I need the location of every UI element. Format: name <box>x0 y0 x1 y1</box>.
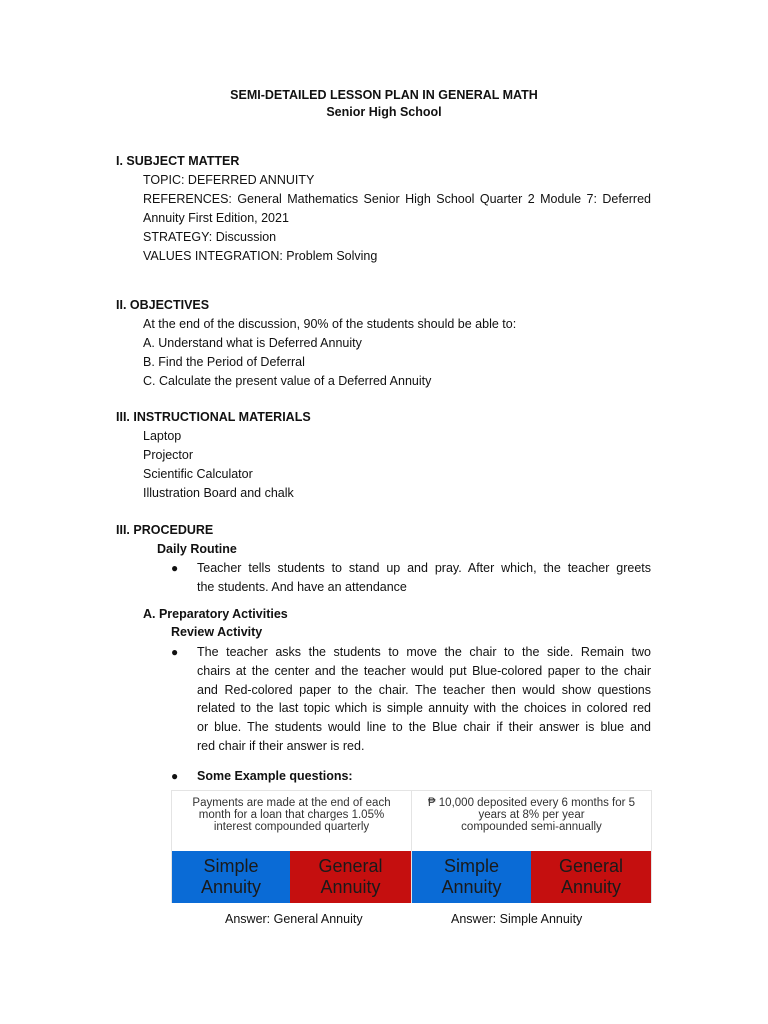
references-line-2: Annuity First Edition, 2021 <box>143 211 289 225</box>
material-item: Scientific Calculator <box>143 467 253 481</box>
question-line: month for a loan that charges 1.05% <box>198 809 385 821</box>
question-line: years at 8% per year <box>478 809 585 821</box>
review-line: chairs at the center and the teacher would put Blue-colored paper to the chair <box>197 664 651 678</box>
topic-line: TOPIC: DEFERRED ANNUITY <box>143 173 315 187</box>
bullet-icon: ● <box>171 645 179 659</box>
answer-label: Answer: General Annuity <box>225 912 363 926</box>
choice-simple-annuity: Simple Annuity <box>412 851 531 903</box>
strategy-line: STRATEGY: Discussion <box>143 230 277 244</box>
choice-simple-annuity: Simple Annuity <box>172 851 290 903</box>
review-line: related to the last topic which is simple annuity with the choices in colored red <box>197 701 651 715</box>
routine-line-2: the students. And have an attendance <box>197 580 407 594</box>
review-line: red chair if their answer is red. <box>197 739 365 753</box>
question-line: ₱ 10,000 deposited every 6 months for 5 <box>427 797 636 809</box>
references-line-1: REFERENCES: General Mathematics Senior High School Quarter 2 Module 7: Deferred <box>143 192 651 206</box>
objectives-intro: At the end of the discussion, 90% of the students should be able to: <box>143 317 517 331</box>
objective-item: B. Find the Period of Deferral <box>143 355 305 369</box>
question-line: interest compounded quarterly <box>213 821 370 833</box>
routine-line-1: Teacher tells students to stand up and pray. After which, the teacher greets <box>197 561 651 575</box>
question-line: Payments are made at the end of each <box>192 797 391 809</box>
example-question-text <box>172 797 411 833</box>
preparatory-heading: A. Preparatory Activities <box>143 607 288 621</box>
objective-item: C. Calculate the present value of a Deferred Annuity <box>143 374 432 388</box>
review-line: The teacher asks the students to move the chair to the side. Remain two <box>197 645 651 659</box>
choice-general-annuity: General Annuity <box>290 851 411 903</box>
bullet-icon: ● <box>171 769 179 783</box>
procedure-heading: III. PROCEDURE <box>116 523 214 537</box>
bullet-icon: ● <box>171 561 179 575</box>
subject-matter-heading: I. SUBJECT MATTER <box>116 154 240 168</box>
answer-label: Answer: Simple Annuity <box>451 912 583 926</box>
document-title: SEMI-DETAILED LESSON PLAN IN GENERAL MATH <box>230 88 538 102</box>
objectives-heading: II. OBJECTIVES <box>116 298 210 312</box>
material-item: Illustration Board and chalk <box>143 486 294 500</box>
example-question-card <box>411 790 652 903</box>
example-question-text <box>412 797 651 833</box>
review-activity-heading: Review Activity <box>171 625 263 639</box>
review-line: and Red-colored paper to the chair. The teacher then would show questions <box>197 683 651 697</box>
material-item: Projector <box>143 448 194 462</box>
objective-item: A. Understand what is Deferred Annuity <box>143 336 362 350</box>
document-subtitle: Senior High School <box>326 105 442 119</box>
material-item: Laptop <box>143 429 182 443</box>
question-line: compounded semi-annually <box>461 821 602 833</box>
daily-routine-heading: Daily Routine <box>157 542 237 556</box>
values-line: VALUES INTEGRATION: Problem Solving <box>143 249 378 263</box>
review-line: or blue. The students would line to the Blue chair if their answer is blue and <box>197 720 651 734</box>
example-question-card <box>171 790 412 903</box>
materials-heading: III. INSTRUCTIONAL MATERIALS <box>116 410 311 424</box>
choice-general-annuity: General Annuity <box>531 851 651 903</box>
examples-label: Some Example questions: <box>197 769 353 783</box>
